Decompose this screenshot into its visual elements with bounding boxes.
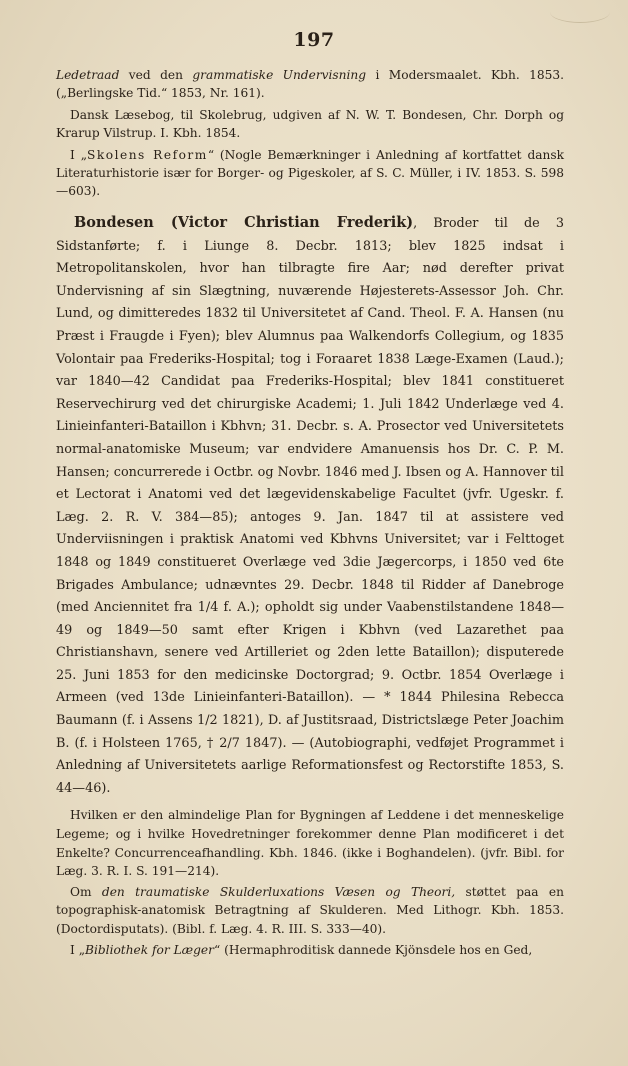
entry-ledetraad-subject: grammatiske Undervisning [192,68,367,82]
work-bibliothek-text: “ (Hermaphroditisk dannede Kjönsdele hos en Ged, [213,942,533,957]
entry-skolens-reform-prefix: I „ [70,148,88,162]
page-text-block [56,66,564,961]
biography-bondesen [56,212,564,800]
work-plan-bygningen [56,806,564,880]
entry-ledetraad-rest: i Modersmaalet. Kbh. 1853. („Berlingske Tid.“ 1853, Nr. 161). [56,68,564,100]
work-skulderluxation [56,883,564,939]
work-skulderluxation-prefix: Om [70,884,102,899]
work-skulderluxation-title: den traumatiske Skulderluxations Væsen og Theori, [101,884,456,899]
work-plan-bygningen-text: Hvilken er den almindelige Plan for Bygningen af Leddene i det menneskelige Legeme; og i hvilke Hovedretninger forekommer denne Plan modificeret i det Enkelte? Concurrenceafhandling. Kbh. 1846. (ikke i Boghandelen). (jvfr. Bibl. for Læg. 3. R. I. S. 191—214). [56,808,564,879]
entry-ledetraad-title: Ledetraad [56,68,120,82]
work-bibliothek-prefix: I „ [70,942,86,957]
entry-skolens-reform [56,146,564,200]
page-number: 197 [293,29,335,51]
entry-laesebog-text: Dansk Læsebog, til Skolebrug, udgiven af N. W. T. Bondesen, Chr. Dorph og Krarup Vilstrup. I. Kbh. 1854. [56,108,564,140]
work-skulderluxation-text: støttet paa en topographisk-anatomisk Betragtning af Skulderen. Med Lithogr. Kbh. 1853. (Doctordisputats). (Bibl. f. Læg. 4. R. III. S. 333—40). [56,884,564,936]
entry-ledetraad-text: ved den [119,68,193,82]
entry-skolens-reform-title: Skolens Reform [87,148,208,162]
work-bibliothek [56,941,564,960]
entry-ledetraad [56,66,564,102]
page-corner-curl [550,0,610,23]
entry-laesebog [56,106,564,142]
biography-name: Bondesen (Victor Christian Frederik) [74,214,414,231]
entry-skolens-reform-text: “ (Nogle Bemærkninger i Anledning af kortfattet dansk Literaturhistorie især for Borger- og Pigeskoler, af S. C. Müller, i IV. 1853. S. 598—603). [56,148,565,198]
biography-text: , Broder til de 3 Sidstanførte; f. i Liunge 8. Decbr. 1813; blev 1825 indsat i Metropolitanskolen, hvor han tilbragte fire Aar; nød derefter privat Undervisning af sin Slægtning, nuværende Højesterets-Assessor Joh. Chr. Lund, og dimitteredes 1832 til Universitetet af Cand. Theol. F. A. Hansen (nu Præst i Fraugde i Fyen); blev Alumnus paa Walkendorfs Collegium, og 1835 Volontair paa Frederiks-Hospital; tog i Foraaret 1838 Læge-Examen (Laud.); var 1840—42 Candidat paa Frederiks-Hospital; blev 1841 constitueret Reservechirurg ved det chirurgiske Academi; 1. Juli 1842 Underlæge ved 4. Linieinfanteri-Bataillon i Kbhvn; 31. Decbr. s. A. Prosector ved Universitetets normal-anatomiske Museum; var endvidere Amanuensis hos Dr. C. P. M. Hansen; concurrerede i Octbr. og Novbr. 1846 med J. Ibsen og A. Hannover til et Lectorat i Anatomi ved det lægevidenskabelige Facultet (jvfr. Ugeskr. f. Læg. 2. R. V. 384—85); antoges 9. Jan. 1847 til at assistere ved Underviisningen i praktisk Anatomi ved Kbhvns Universitet; var i Felttoget 1848 og 1849 constitueret Overlæge ved 3die Jægercorps, i 1850 ved 6te Brigades Ambulance; udnævntes 29. Decbr. 1848 til Ridder af Danebroge (med Anciennitet fra 1/4 f. A.); opholdt sig under Vaabenstilstandene 1848—49 og 1849—50 samt efter Krigen i Kbhvn (ved Lazarethet paa Christianshavn, senere ved Artilleriet og 2den lette Bataillon); disputerede 25. Juni 1853 for den medicinske Doctorgrad; 9. Octbr. 1854 Overlæge i Armeen (ved 13de Linieinfanteri-Bataillon). — * 1844 Philesina Rebecca Baumann (f. i Assens 1/2 1821), D. af Justitsraad, Districtslæge Peter Joachim B. (f. i Holsteen 1765, † 2/7 1847). — (Autobiographi, vedføjet Programmet i Anledning af Universitetets aarlige Reformationsfest og Rectorstifte 1853, S. 44—46). [56,216,564,796]
work-bibliothek-title: Bibliothek for Læger [85,942,214,957]
